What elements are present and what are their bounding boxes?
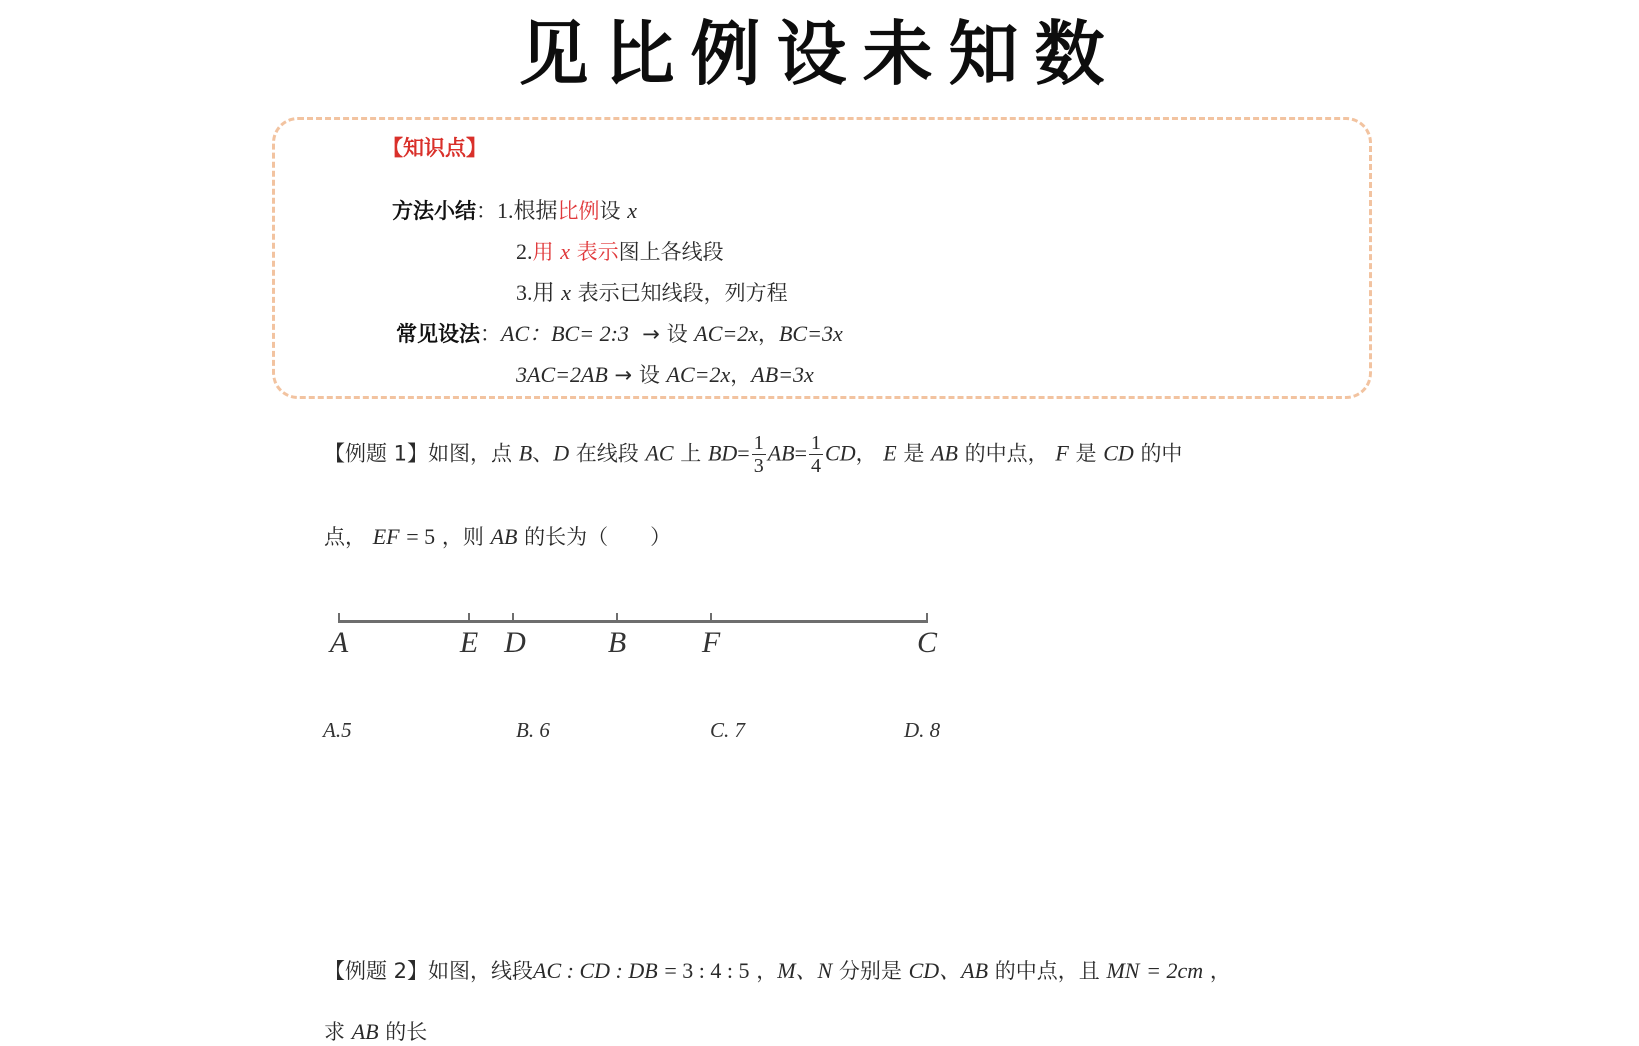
point-b: B (518, 440, 533, 466)
text: ， (1209, 959, 1231, 983)
var-x: x (561, 280, 571, 305)
method-summary-label: 方法小结 (392, 199, 476, 223)
step1-highlight: 比例 (557, 199, 600, 223)
segment-mn: MN (1106, 958, 1140, 983)
segment-line (338, 620, 928, 623)
text: 点， (324, 525, 366, 549)
text: 如图，点 (428, 441, 513, 466)
text: 的中点，且 (994, 959, 1100, 983)
example2-label: 【例题 2】 (324, 959, 429, 983)
expression-1: AC=2x (666, 362, 731, 387)
comma: ， (730, 363, 752, 387)
ratio-expression: AC：BC= 2:3 (501, 321, 629, 346)
label-a: A (329, 626, 349, 659)
point-e: E (883, 440, 897, 466)
text: 如图，线段 (428, 959, 534, 983)
separator: ： (480, 322, 501, 346)
example1-line1 (324, 432, 1182, 477)
example2-line2 (324, 1016, 427, 1046)
label-c: C (916, 626, 938, 659)
segment-ef: EF (372, 524, 400, 549)
text: 是 (903, 441, 925, 466)
expression-1: AC=2x (694, 321, 758, 346)
segment-ab: AB (351, 1019, 379, 1044)
step2-suffix: 图上各线段 (618, 240, 724, 264)
text: 、 (532, 441, 554, 466)
step2-highlight-2: 表示 (576, 240, 619, 264)
ratio-value: = 3 : 4 : 5 (664, 958, 750, 983)
denominator: 4 (811, 455, 822, 477)
option-b[interactable]: B. 6 (516, 718, 550, 742)
var-x: x (560, 239, 570, 264)
numerator: 1 (753, 432, 764, 454)
method-summary-step1 (392, 196, 637, 226)
arrow-right-icon: → (642, 322, 660, 346)
answer-blank: 的长为（ ） (524, 525, 672, 549)
point-f: F (1055, 440, 1069, 466)
tick-d (512, 613, 514, 623)
example1-label: 【例题 1】 (324, 441, 429, 466)
text: 是 (1075, 441, 1097, 466)
expression-2: AB=3x (751, 362, 814, 387)
segment-bd: BD (707, 440, 738, 466)
step3-prefix: 3.用 (516, 280, 555, 305)
tick-b (616, 613, 618, 623)
segment-cd: CD (825, 440, 856, 466)
common-setup-line2 (516, 360, 814, 390)
text: 求 (324, 1020, 345, 1044)
text: ，则 (441, 525, 484, 549)
text: 上 (680, 441, 702, 466)
segment-ab: AB (931, 440, 958, 466)
set-word: 设 (666, 322, 688, 346)
step1-suffix: 设 (599, 199, 621, 223)
example1-line2 (324, 521, 671, 551)
label-b: B (607, 626, 627, 659)
text: 的中 (1140, 441, 1183, 466)
numerator: 1 (811, 432, 822, 454)
fraction-one-third (752, 432, 766, 477)
ef-value: = 5 (406, 524, 436, 549)
equation: 3AC=2AB (516, 362, 608, 387)
separator: ： (476, 199, 497, 223)
fraction-one-quarter (809, 432, 823, 477)
method-summary-step2 (516, 237, 724, 267)
option-c[interactable]: C. 7 (710, 718, 746, 742)
step2-highlight-1: 用 (532, 240, 554, 264)
equals: = (794, 440, 808, 466)
common-setup-label: 常见设法 (396, 322, 480, 346)
points-mn: M、N (777, 958, 833, 983)
option-a[interactable]: A.5 (323, 718, 352, 742)
label-d: D (504, 626, 526, 659)
method-summary-step3 (516, 278, 788, 308)
segment-ab: AB (490, 524, 518, 549)
knowledge-heading: 【知识点】 (382, 136, 487, 160)
step2-number: 2. (516, 239, 533, 264)
tick-e (468, 613, 470, 623)
option-d[interactable]: D. 8 (904, 718, 941, 742)
step1-prefix: 1.根据 (497, 198, 558, 223)
denominator: 3 (753, 455, 764, 477)
text: 的中点， (964, 441, 1049, 466)
text: 分别是 (838, 959, 902, 983)
comma: ， (757, 322, 779, 346)
text: 在线段 (575, 441, 639, 466)
var-x: x (627, 198, 637, 223)
comma: ， (855, 441, 877, 466)
common-setup-line1 (396, 319, 843, 349)
example2-line1 (324, 954, 1231, 985)
label-f: F (701, 626, 721, 659)
answer-options (0, 718, 1639, 748)
point-d: D (553, 440, 570, 466)
line-segment-diagram (330, 600, 1010, 670)
text: 的长 (385, 1020, 428, 1044)
segments-cd-ab: CD、AB (908, 958, 989, 983)
tick-a (338, 613, 340, 623)
tick-c (926, 613, 928, 623)
label-e: E (459, 626, 479, 659)
page-title: 见比例设未知数 (518, 12, 1121, 95)
equals: = (737, 440, 750, 466)
set-word: 设 (638, 363, 660, 387)
segment-ac: AC (645, 440, 674, 466)
tick-f (710, 613, 712, 623)
ratio-expression: AC : CD : DB (533, 958, 658, 983)
expression-2: BC=3x (778, 321, 843, 346)
segment-cd: CD (1103, 440, 1134, 466)
arrow-right-icon: → (614, 363, 633, 387)
segment-ab: AB (767, 440, 795, 466)
text: ， (756, 959, 778, 983)
mn-value: = 2cm (1146, 958, 1204, 983)
step3-suffix: 表示已知线段，列方程 (577, 281, 788, 305)
